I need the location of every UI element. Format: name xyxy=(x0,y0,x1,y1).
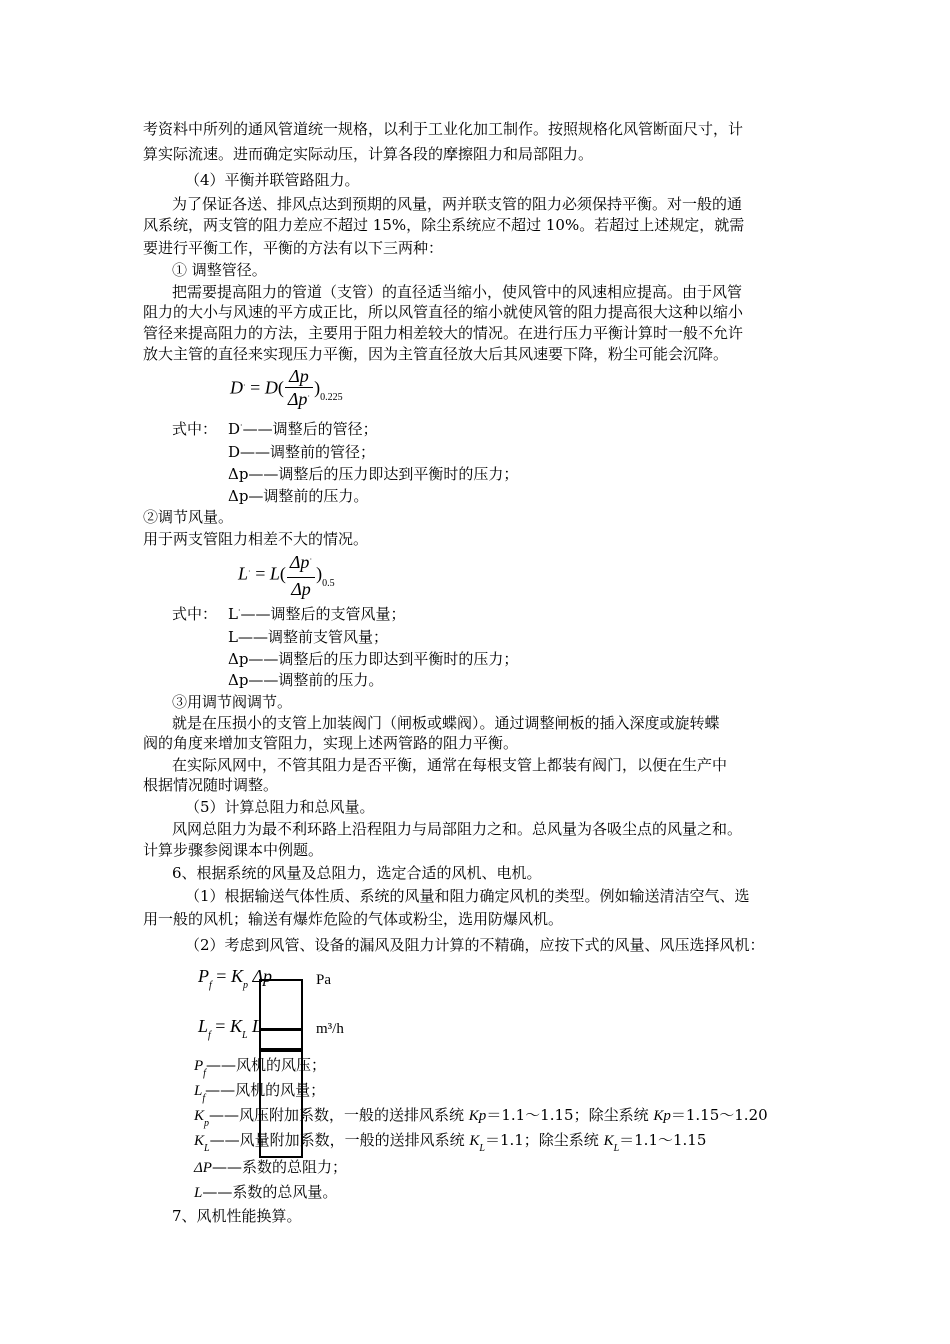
text-line: 算实际流速。进而确定实际动压，计算各段的摩擦阻力和局部阻力。 xyxy=(143,145,594,163)
formula-fan-pressure: $P_f = K_p$ Δp xyxy=(198,966,273,991)
text-line: 放大主管的直径来实现压力平衡，因为主管直径放大后其风速要下降，粉尘可能会沉降。 xyxy=(143,345,729,363)
text-line: 要进行平衡工作，平衡的方法有以下三两种： xyxy=(143,239,444,257)
definition: Δp—调整前的压力。 xyxy=(228,487,369,505)
definition: $K_L——$风量附加系数，一般的送排风系统 $K_L=1.1$；除尘系统 $K_L=1.1\sim 1.15$ xyxy=(194,1131,707,1154)
text-line: 把需要提高阻力的管道（支管）的直径适当缩小，使风管中的风速相应提高。由于风管 xyxy=(172,283,743,301)
text-line: 阀的角度来增加支管阻力，实现上述两管路的阻力平衡。 xyxy=(143,734,519,752)
definition: ΔP——系数的总阻力； xyxy=(194,1158,347,1176)
formula-rhs: L xyxy=(269,563,280,584)
formula-airflow: L· = L( $\frac{\Delta p^\cdot}{\Delta p}$ )$_{0.5}$ xyxy=(238,552,335,599)
definition: L·——调整后的支管风量； xyxy=(228,605,406,623)
unit-m3h: m³/h xyxy=(316,1021,344,1037)
text-line: 用一般的风机；输送有爆炸危险的气体或粉尘，选用防爆风机。 xyxy=(143,910,564,928)
where-label: 式中： xyxy=(172,420,218,438)
fraction: $\frac{\Delta p^\cdot}{\Delta p}$ xyxy=(287,551,315,600)
definition: D——调整前的管径； xyxy=(228,443,376,461)
definition: L——系数的总风量。 xyxy=(194,1183,338,1201)
section-heading: （4）平衡并联管路阻力。 xyxy=(185,171,360,189)
exponent: 0.5 xyxy=(322,577,335,589)
text-line: 管径来提高阻力的方法，主要用于阻力相差较大的情况。在进行压力平衡计算时一般不允许 xyxy=(143,324,744,342)
definition: L——调整前支管风量； xyxy=(228,628,388,646)
definition: Δp——调整后的压力即达到平衡时的压力； xyxy=(228,650,519,668)
formula-lhs: D xyxy=(230,377,243,398)
formula-lhs: L xyxy=(238,563,249,584)
text-line: （1）根据输送气体性质、系统的风量和阻力确定风机的类型。例如输送清洁空气、选 xyxy=(185,887,750,905)
text-line: 考资料中所列的通风管道统一规格，以利于工业化加工制作。按照规格化风管断面尺寸，计 xyxy=(143,120,744,138)
definition: Δp——调整前的压力。 xyxy=(228,671,384,689)
text-line: 阻力的大小与风速的平方成正比，所以风管直径的缩小就使风管的阻力提高很大这种以缩小 xyxy=(143,303,744,321)
section-heading: 6、根据系统的风量及总阻力，选定合适的风机、电机。 xyxy=(172,864,542,882)
formula-fan-airflow: $L_f = K_L$ L xyxy=(198,1016,263,1041)
text-line: 就是在压损小的支管上加装阀门（闸板或蝶阀）。通过调整闸板的插入深度或旋转蝶 xyxy=(172,714,720,732)
unit-pa: Pa xyxy=(316,972,331,988)
text-line: 根据情况随时调整。 xyxy=(143,776,279,794)
formula-diameter: D· = D( $\frac{\Delta p}{\Delta p^\cdot}$ )$_{0.225}$ xyxy=(230,365,343,414)
method-heading: ②调节风量。 xyxy=(143,508,234,526)
exponent: 0.225 xyxy=(320,391,343,403)
text-line: 风系统，两支管的阻力差应不超过 15%，除尘系统应不超过 10%。若超过上述规定，就需 xyxy=(143,216,745,234)
section-heading: 7、风机性能换算。 xyxy=(172,1207,302,1225)
overlay-box xyxy=(259,979,303,1031)
text-line: 计算步骤参阅课本中例题。 xyxy=(143,841,324,859)
method-heading: ③用调节阀调节。 xyxy=(172,693,293,711)
text-line: 在实际风网中，不管其阻力是否平衡，通常在每根支管上都装有阀门，以便在生产中 xyxy=(172,756,728,774)
fraction: $\frac{\Delta p}{\Delta p^\cdot}$ xyxy=(285,365,313,414)
text-line: （2）考虑到风管、设备的漏风及阻力计算的不精确，应按下式的风量、风压选择风机： xyxy=(185,936,765,954)
text-line: 用于两支管阻力相差不大的情况。 xyxy=(143,530,369,548)
where-label: 式中： xyxy=(172,605,218,623)
method-heading: ① 调整管径。 xyxy=(172,261,267,279)
definition: $L_f——$风机的风量； xyxy=(194,1081,326,1104)
definition: Δp——调整后的压力即达到平衡时的压力； xyxy=(228,465,519,483)
definition: $K_p——$风压附加系数，一般的送排风系统 Kp＝1.1～1.15；除尘系统 Kp＝1.15～1.20 xyxy=(194,1106,768,1129)
text-line: 为了保证各送、排风点达到预期的风量，两并联支管的阻力必须保持平衡。对一般的通 xyxy=(172,195,743,213)
definition: $P_f——$风机的风压； xyxy=(194,1056,326,1079)
section-heading: （5）计算总阻力和总风量。 xyxy=(185,798,375,816)
definition: D·——调整后的管径； xyxy=(228,420,378,438)
text-line: 风网总阻力为最不利环路上沿程阻力与局部阻力之和。总风量为各吸尘点的风量之和。 xyxy=(172,820,743,838)
formula-rhs: D xyxy=(264,377,278,398)
